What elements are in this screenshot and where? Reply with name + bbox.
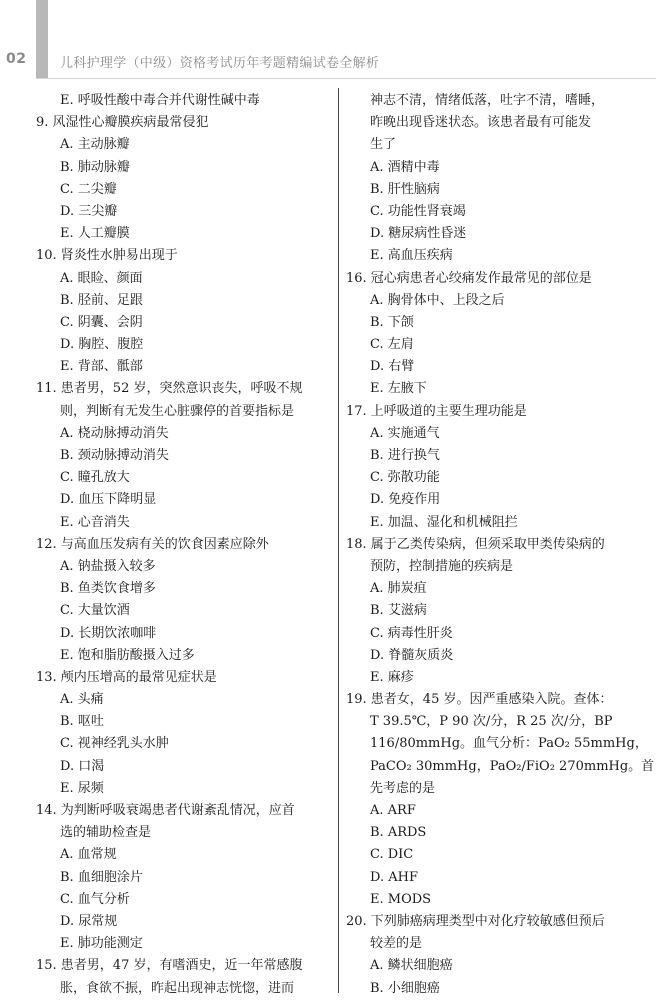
answer-option: C. 血气分析 [60,891,130,907]
left-column [36,90,330,1000]
header-rule [36,78,656,79]
answer-option: E. 呼吸性酸中毒合并代谢性碱中毒 [60,93,260,108]
answer-option: C. 功能性肾衰竭 [370,203,466,219]
question-stem: 11. 患者男，52 岁，突然意识丧失，呼吸不规 [36,381,303,397]
answer-option: E. 高血压疾病 [370,248,453,264]
question-stem: 20. 下列肺癌病理类型中对化疗较敏感但预后 [346,913,605,929]
question-stem: 19. 患者女，45 岁。因严重感染入院。查体： [346,692,613,708]
answer-option: E. 肺功能测定 [60,936,143,952]
answer-option: C. DIC [370,847,414,863]
answer-option: C. 弥散功能 [370,470,440,486]
answer-option: A. ARF [370,803,416,818]
answer-option: C. 大量饮酒 [60,603,130,619]
header-accent-bar [36,0,48,78]
question-stem-continued: 选的辅助检查是 [60,825,152,841]
question-stem-continued: 预防，控制措施的疾病是 [370,558,514,574]
question-stem-continued: 胀，食欲不振，昨起出现神志恍惚，进而 [60,980,295,996]
answer-option: C. 阴囊、会阴 [60,314,143,330]
answer-option: B. 血细胞涂片 [60,869,143,885]
answer-option: B. 肝性脑病 [370,181,440,197]
answer-option: C. 左肩 [370,337,414,353]
answer-option: E. 人工瓣膜 [60,226,130,242]
page-number: 02 [6,51,27,67]
answer-option: D. 右臂 [370,359,415,375]
answer-option: D. 脊髓灰质炎 [370,647,454,663]
answer-option: C. 病毒性肝炎 [370,625,453,641]
answer-option: E. 饱和脂肪酸摄入过多 [60,647,195,663]
answer-option: A. 主动脉瓣 [60,137,130,153]
answer-option: E. 背部、骶部 [60,359,143,375]
question-stem-continued: PaCO₂ 30mmHg，PaO₂/FiO₂ 270mmHg。首 [370,758,655,774]
question-stem: 12. 与高血压发病有关的饮食因素应除外 [36,536,269,552]
answer-option: A. 钠盐摄入较多 [60,558,156,574]
question-stem-continued: 昨晚出现昏迷状态。该患者最有可能发 [370,115,592,131]
answer-option: C. 二尖瓣 [60,181,117,197]
question-stem-continued: 116/80mmHg。血气分析：PaO₂ 55mmHg， [370,736,648,752]
answer-option: E. 麻疹 [370,669,414,685]
column-divider [338,88,339,993]
answer-option: A. 实施通气 [370,425,440,441]
answer-option: B. 艾滋病 [370,603,427,619]
question-stem: 10. 肾炎性水肿易出现于 [36,248,178,264]
answer-option: D. 长期饮浓咖啡 [60,625,157,641]
running-header-title: 儿科护理学（中级）资格考试历年考题精编试卷全解析 [60,56,380,71]
answer-option: A. 胸骨体中、上段之后 [370,292,505,308]
question-stem: 16. 冠心病患者心绞痛发作最常见的部位是 [346,270,592,286]
answer-option: E. 尿频 [60,780,104,796]
question-stem-continued: T 39.5℃，P 90 次/分，R 25 次/分，BP [370,714,613,730]
answer-option: D. 糖尿病性昏迷 [370,226,467,242]
answer-option: A. 头痛 [60,692,104,708]
answer-option: E. 心音消失 [60,514,130,530]
question-stem-continued: 生了 [370,137,397,153]
answer-option: B. 进行换气 [370,448,440,463]
question-stem-continued: 神志不清，情绪低落，吐字不清，嗜睡， [370,93,605,108]
answer-option: C. 视神经乳头水肿 [60,736,169,752]
question-stem-continued: 先考虑的是 [370,780,436,796]
answer-option: D. 尿常规 [60,913,118,929]
answer-option: B. 胫前、足跟 [60,292,143,308]
answer-option: B. 鱼类饮食增多 [60,581,156,597]
answer-option: A. 酒精中毒 [370,159,440,175]
answer-option: A. 鳞状细胞癌 [370,958,453,974]
answer-option: D. 血压下降明显 [60,492,157,508]
answer-option: D. 三尖瓣 [60,203,118,219]
question-stem: 9. 风湿性心瓣膜疾病最常侵犯 [36,115,209,131]
answer-option: A. 血常规 [60,847,117,863]
question-stem-continued: 较差的是 [370,936,423,952]
answer-option: D. 免疫作用 [370,492,441,508]
answer-option: D. 口渴 [60,758,105,774]
question-stem: 13. 颅内压增高的最常见症状是 [36,669,217,685]
question-stem: 18. 属于乙类传染病，但须采取甲类传染病的 [346,536,605,552]
right-column [346,90,655,1000]
answer-option: B. 肺动脉瓣 [60,159,130,175]
question-stem-continued: 则，判断有无发生心脏骤停的首要指标是 [60,403,295,419]
answer-option: B. 小细胞癌 [370,980,440,996]
answer-option: B. 下颌 [370,314,414,330]
answer-option: E. MODS [370,891,432,907]
answer-option: D. AHF [370,869,418,885]
question-stem: 17. 上呼吸道的主要生理功能是 [346,403,527,419]
answer-option: E. 左腋下 [370,381,427,397]
answer-option: C. 瞳孔放大 [60,470,130,486]
question-stem: 15. 患者男，47 岁，有嗜酒史，近一年常感腹 [36,958,303,974]
answer-option: B. 呕吐 [60,714,104,730]
answer-option: B. ARDS [370,825,427,841]
answer-option: B. 颈动脉搏动消失 [60,448,169,463]
answer-option: A. 眼睑、颜面 [60,270,143,286]
answer-option: A. 肺炭疽 [370,581,427,597]
question-stem: 14. 为判断呼吸衰竭患者代谢紊乱情况，应首 [36,803,295,818]
answer-option: E. 加温、湿化和机械阻拦 [370,514,518,530]
answer-option: A. 桡动脉搏动消失 [60,425,169,441]
answer-option: D. 胸腔、腹腔 [60,337,144,353]
